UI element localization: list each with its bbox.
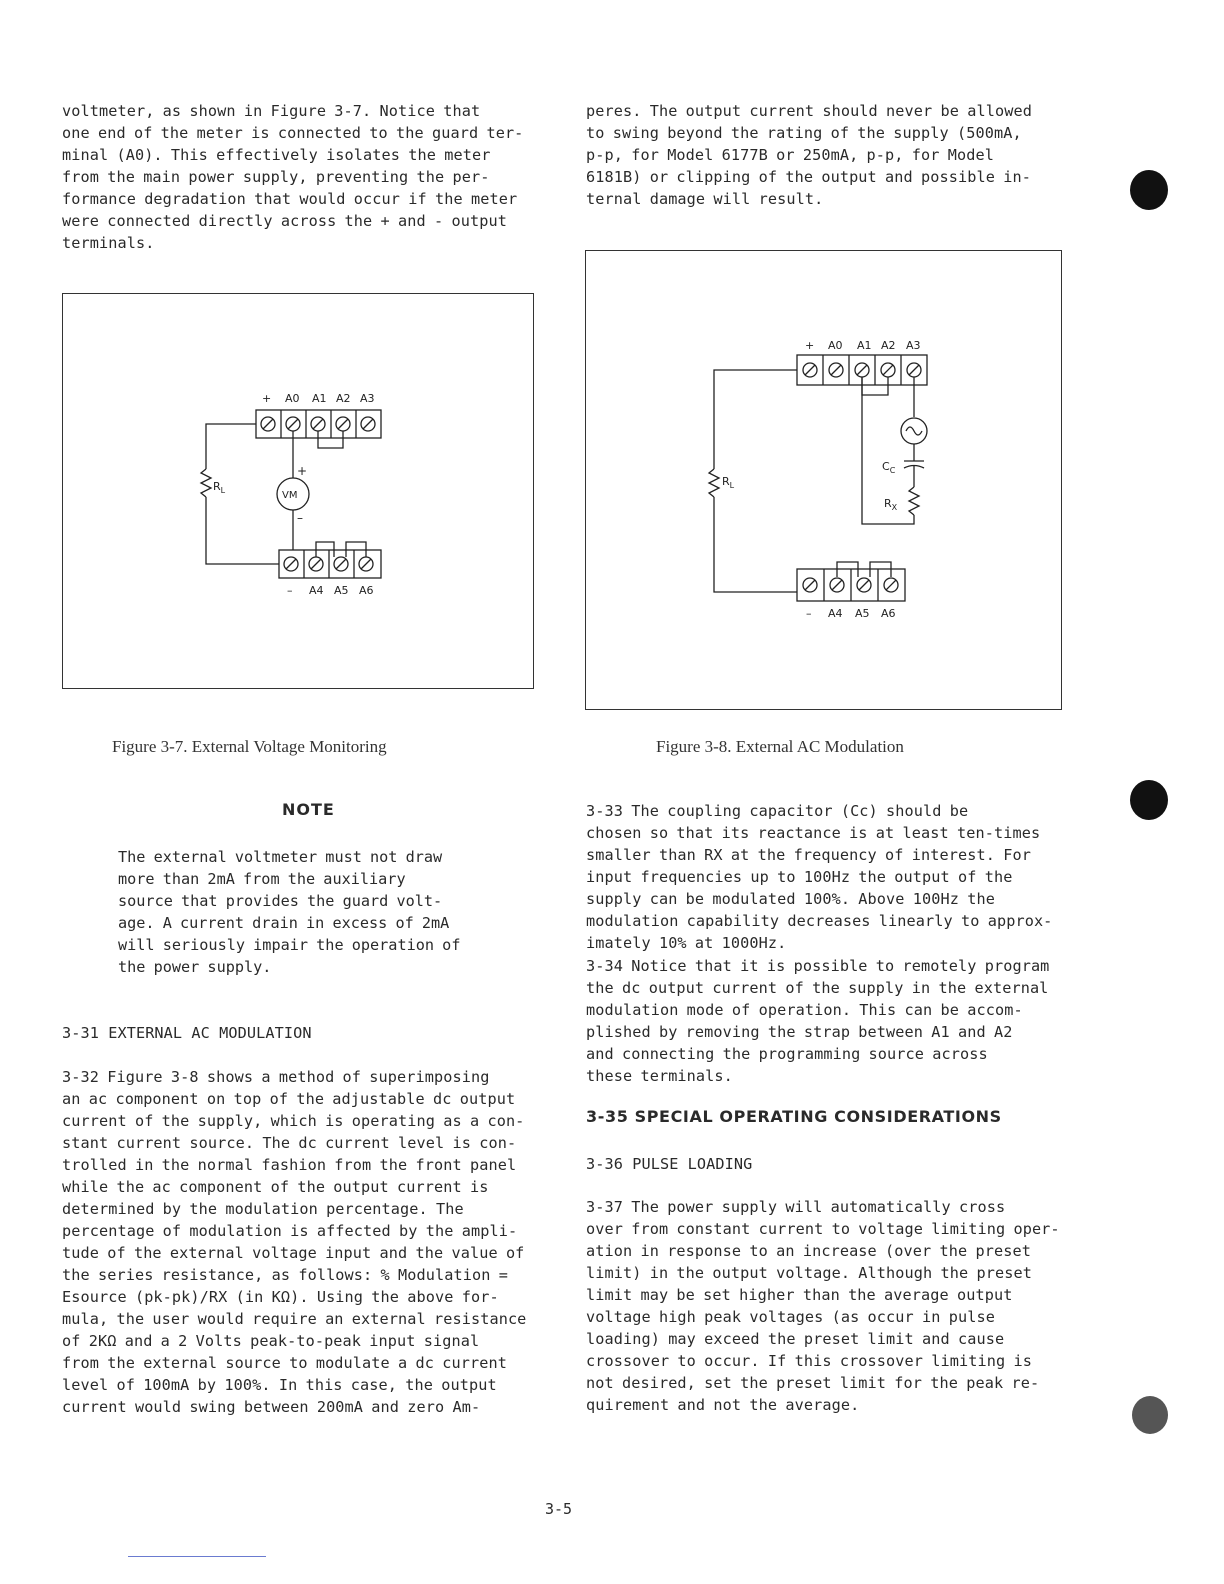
text-line: voltmeter, as shown in Figure 3-7. Notice that	[62, 102, 481, 120]
text-line: one end of the meter is connected to the guard ter-	[62, 124, 524, 142]
text-line: voltage high peak voltages (as occur in pulse	[586, 1308, 995, 1326]
text-line: minal (A0). This effectively isolates the meter	[62, 146, 491, 164]
figure-3-8-caption: Figure 3-8. External AC Modulation	[656, 737, 904, 756]
load-label: $R_L$	[722, 475, 735, 490]
terminal-label: A4	[828, 607, 843, 620]
text-line: not desired, set the preset limit for the peak re-	[586, 1374, 1040, 1392]
text-line: an ac component on top of the adjustable dc output	[62, 1090, 516, 1108]
text-line: 3-37 The power supply will automatically cross	[586, 1198, 1006, 1216]
text-line: formance degradation that would occur if the meter	[62, 190, 518, 208]
text-line: source that provides the guard volt-	[118, 892, 443, 910]
note-body	[118, 846, 498, 978]
terminal-label: A6	[881, 607, 896, 620]
text-line: trolled in the normal fashion from the front panel	[62, 1156, 517, 1174]
figure-3-7-caption: Figure 3-7. External Voltage Monitoring	[112, 737, 387, 756]
note-title: NOTE	[282, 800, 335, 819]
capacitor-label: $C_C$	[882, 460, 896, 475]
load-label: $R_L$	[213, 480, 226, 495]
text-line: plished by removing the strap between A1 and A2	[586, 1023, 1013, 1041]
text-line: level of 100mA by 100%. In this case, the output	[62, 1376, 497, 1394]
terminal-label: A2	[336, 392, 351, 405]
page-number: 3-5	[545, 1500, 573, 1518]
text-line: 3-34 Notice that it is possible to remotely program	[586, 957, 1050, 975]
text-line: input frequencies up to 100Hz the output of the	[586, 868, 1013, 886]
section-heading-3-31: 3-31 EXTERNAL AC MODULATION	[62, 1024, 312, 1042]
punch-hole	[1132, 1396, 1168, 1434]
meter-minus-label: –	[297, 511, 303, 525]
text-line: The external voltmeter must not draw	[118, 848, 443, 866]
terminal-label: +	[805, 339, 815, 352]
terminal-label: A2	[881, 339, 896, 352]
text-line: ation in response to an increase (over the preset	[586, 1242, 1031, 1260]
text-line: determined by the modulation percentage. The	[62, 1200, 464, 1218]
figure-3-8-frame	[585, 250, 1062, 710]
text-line: 3-33 The coupling capacitor (Cc) should be	[586, 802, 969, 820]
section-heading-3-36: 3-36 PULSE LOADING	[586, 1155, 753, 1173]
text-line: modulation capability decreases linearly to approx-	[586, 912, 1053, 930]
text-line: over from constant current to voltage limiting oper-	[586, 1220, 1060, 1238]
text-line: stant current source. The dc current level is con-	[62, 1134, 517, 1152]
text-line: quirement and not the average.	[586, 1396, 860, 1414]
text-line: were connected directly across the + and - output	[62, 212, 507, 230]
text-line: the dc output current of the supply in the external	[586, 979, 1049, 997]
text-line: the series resistance, as follows: % Modulation =	[62, 1266, 508, 1284]
meter-plus-label: +	[297, 464, 308, 478]
paragraph-3-37	[586, 1196, 1076, 1416]
text-line: limit may be set higher than the average output	[586, 1286, 1013, 1304]
text-line: loading) may exceed the preset limit and cause	[586, 1330, 1005, 1348]
series-resistor-label: $R_X$	[884, 497, 898, 512]
text-line: imately 10% at 1000Hz.	[586, 934, 787, 952]
text-line: 6181B) or clipping of the output and possible in-	[586, 168, 1031, 186]
scan-artifact-line	[128, 1556, 266, 1557]
text-line: the power supply.	[118, 958, 272, 976]
right-intro-paragraph	[586, 100, 1076, 210]
paragraph-3-32	[62, 1066, 552, 1418]
figure-3-7-diagram	[63, 294, 535, 690]
terminal-label: A4	[309, 584, 324, 597]
text-line: of 2KΩ and a 2 Volts peak-to-peak input signal	[62, 1332, 480, 1350]
terminal-label: –	[287, 584, 293, 597]
text-line: Esource (pk-pk)/RX (in KΩ). Using the above for-	[62, 1288, 499, 1306]
text-line: supply can be modulated 100%. Above 100Hz the	[586, 890, 995, 908]
resistor-icon	[201, 469, 211, 497]
meter-label: VM	[282, 490, 298, 501]
text-line: these terminals.	[586, 1067, 733, 1085]
paragraph-3-34	[586, 955, 1076, 1087]
text-line: peres. The output current should never be allowed	[586, 102, 1032, 120]
resistor-icon	[909, 487, 919, 515]
text-line: 3-32 Figure 3-8 shows a method of superimposing	[62, 1068, 490, 1086]
text-line: modulation mode of operation. This can be accom-	[586, 1001, 1023, 1019]
text-line: percentage of modulation is affected by the ampli-	[62, 1222, 518, 1240]
text-line: more than 2mA from the auxiliary	[118, 870, 406, 888]
terminal-label: A3	[360, 392, 375, 405]
text-line: from the external source to modulate a dc current	[62, 1354, 507, 1372]
figure-3-7-frame	[62, 293, 534, 689]
text-line: from the main power supply, preventing the per-	[62, 168, 490, 186]
terminal-label: A5	[334, 584, 349, 597]
text-line: ternal damage will result.	[586, 190, 824, 208]
section-heading-3-35: 3-35 SPECIAL OPERATING CONSIDERATIONS	[586, 1107, 1002, 1126]
terminal-label: A0	[285, 392, 300, 405]
terminal-label: A1	[857, 339, 872, 352]
text-line: tude of the external voltage input and the value of	[62, 1244, 525, 1262]
text-line: will seriously impair the operation of	[118, 936, 461, 954]
left-intro-paragraph	[62, 100, 552, 254]
terminal-label: A0	[828, 339, 843, 352]
terminal-label: A1	[312, 392, 327, 405]
text-line: p-p, for Model 6177B or 250mA, p-p, for Model	[586, 146, 994, 164]
text-line: chosen so that its reactance is at least ten-times	[586, 824, 1041, 842]
text-line: mula, the user would require an external resistance	[62, 1310, 527, 1328]
text-line: current would swing between 200mA and zero Am-	[62, 1398, 481, 1416]
text-line: to swing beyond the rating of the supply (500mA,	[586, 124, 1022, 142]
text-line: limit) in the output voltage. Although the preset	[586, 1264, 1032, 1282]
figure-3-8-diagram	[586, 251, 1063, 711]
terminal-label: –	[806, 607, 812, 620]
punch-hole	[1130, 780, 1168, 820]
text-line: current of the supply, which is operating as a con-	[62, 1112, 525, 1130]
terminal-label: A6	[359, 584, 374, 597]
text-line: terminals.	[62, 234, 155, 252]
text-line: crossover to occur. If this crossover limiting is	[586, 1352, 1032, 1370]
text-line: smaller than RX at the frequency of interest. For	[586, 846, 1031, 864]
terminal-label: A3	[906, 339, 921, 352]
paragraph-3-33	[586, 800, 1076, 954]
text-line: while the ac component of the output current is	[62, 1178, 489, 1196]
terminal-label: +	[262, 392, 272, 405]
text-line: age. A current drain in excess of 2mA	[118, 914, 450, 932]
text-line: and connecting the programming source across	[586, 1045, 988, 1063]
resistor-icon	[709, 469, 719, 497]
punch-hole	[1130, 170, 1168, 210]
terminal-label: A5	[855, 607, 870, 620]
